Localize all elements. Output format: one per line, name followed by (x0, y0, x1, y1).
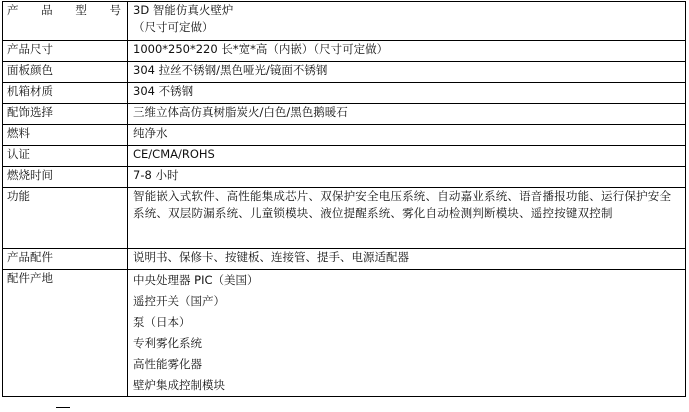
table-row (3, 146, 686, 167)
row-label: 面板颜色 (3, 62, 128, 83)
row-label: 燃料 (3, 125, 128, 146)
label-spaced-text: 产 品 型 号 (7, 3, 121, 17)
table-row (3, 188, 686, 249)
corner-mark (56, 407, 70, 412)
table-row (3, 2, 686, 41)
spec-table (2, 1, 686, 397)
table-row (3, 41, 686, 62)
row-value: 三维立体高仿真树脂炭火/白色/黑色鹅暖石 (128, 104, 686, 125)
row-label: 机箱材质 (3, 83, 128, 104)
row-label: 功能 (3, 188, 128, 249)
row-label: 产品尺寸 (3, 41, 128, 62)
table-row (3, 83, 686, 104)
row-value: 304 不锈钢 (128, 83, 686, 104)
row-value: 7-8 小时 (128, 167, 686, 188)
row-label: 燃烧时间 (3, 167, 128, 188)
table-row (3, 104, 686, 125)
row-value: 1000*250*220 长*宽*高（内嵌）（尺寸可定做） (128, 41, 686, 62)
row-label: 认证 (3, 146, 128, 167)
row-value-model: 3D 智能仿真火壁炉 （尺寸可定做） (128, 2, 686, 41)
row-label: 配饰选择 (3, 104, 128, 125)
row-label: 产品配件 (3, 249, 128, 270)
row-label-model (3, 2, 128, 41)
row-value: 中央处理器 PIC（美国） 遥控开关（国产） 泵（日本） 专利雾化系统 高性能雾化器 壁炉集成控制模块 (128, 270, 686, 397)
row-value: CE/CMA/ROHS (128, 146, 686, 167)
table-row (3, 62, 686, 83)
row-value: 说明书、保修卡、按键板、连接管、提手、电源适配器 (128, 249, 686, 270)
table-row (3, 270, 686, 397)
row-value: 304 拉丝不锈钢/黑色哑光/镜面不锈钢 (128, 62, 686, 83)
table-row (3, 125, 686, 146)
row-value: 纯净水 (128, 125, 686, 146)
row-label: 配件产地 (3, 270, 128, 397)
table-row (3, 167, 686, 188)
row-value: 智能嵌入式软件、高性能集成芯片、双保护安全电压系统、自动嘉业系统、语音播报功能、运行保护安全系统、双层防漏系统、儿童锁模块、液位提醒系统、雾化自动检测判断模块、遥控按键双控制 (128, 188, 686, 249)
table-row (3, 249, 686, 270)
